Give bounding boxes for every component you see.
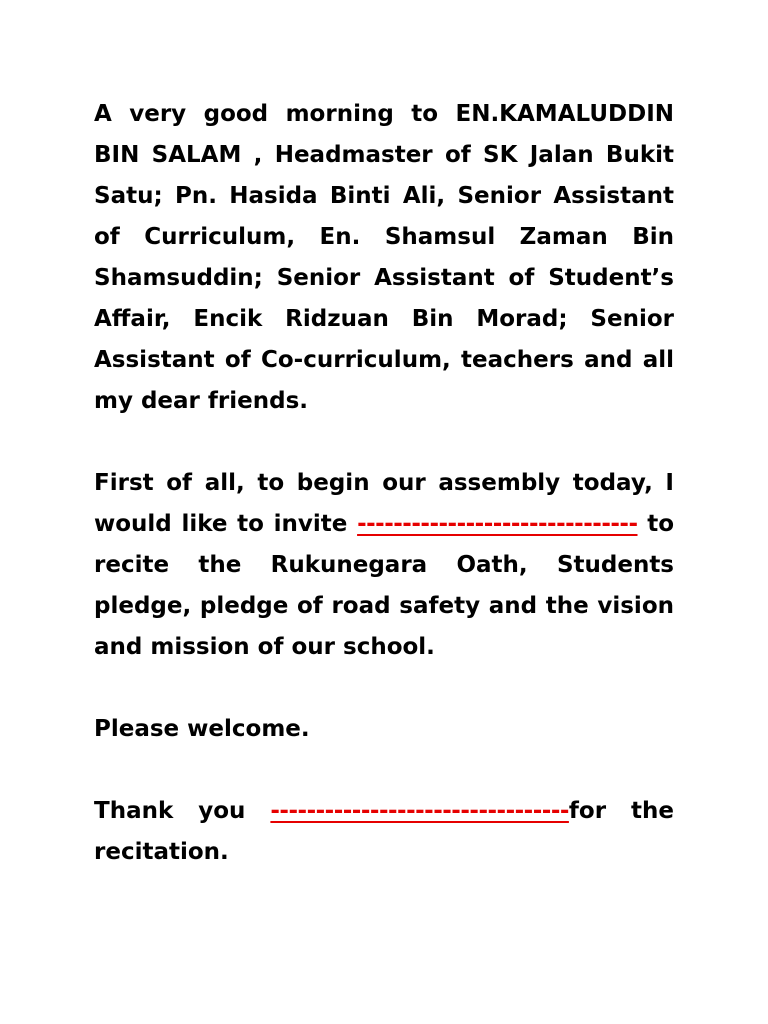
greeting-paragraph: A very good morning to EN.KAMALUDDIN BIN SALAM , Headmaster of SK Jalan Bukit Satu; Pn. Hasida Binti Ali, Senior Assistant of Curriculum, En. Shamsul Zaman Bin Shamsuddin; Senior Assistant of Student’s Affair, Encik Ridzuan Bin Morad; Senior Assistant of Co-curriculum, teachers and all my dear friends. bbox=[94, 101, 674, 414]
thanks-text-before: Thank you bbox=[94, 798, 246, 824]
thanks-text-after: for the bbox=[568, 798, 674, 824]
document-page bbox=[94, 94, 674, 873]
invite-text-before: First of all, to begin our assembly today, I would like to invite bbox=[94, 470, 674, 537]
thanks-first-line bbox=[94, 791, 674, 832]
invite-paragraph bbox=[94, 463, 674, 668]
thanks-name-blank: --------------------------------- bbox=[270, 798, 569, 824]
invite-name-blank: ------------------------------- bbox=[357, 511, 638, 537]
thanks-text-end: recitation. bbox=[94, 839, 229, 865]
thanks-paragraph bbox=[94, 791, 674, 873]
invite-text-after: to recite the Rukunegara Oath, Students pledge, pledge of road safety and the vision and mission of our school. bbox=[94, 511, 674, 660]
welcome-paragraph: Please welcome. bbox=[94, 716, 310, 742]
